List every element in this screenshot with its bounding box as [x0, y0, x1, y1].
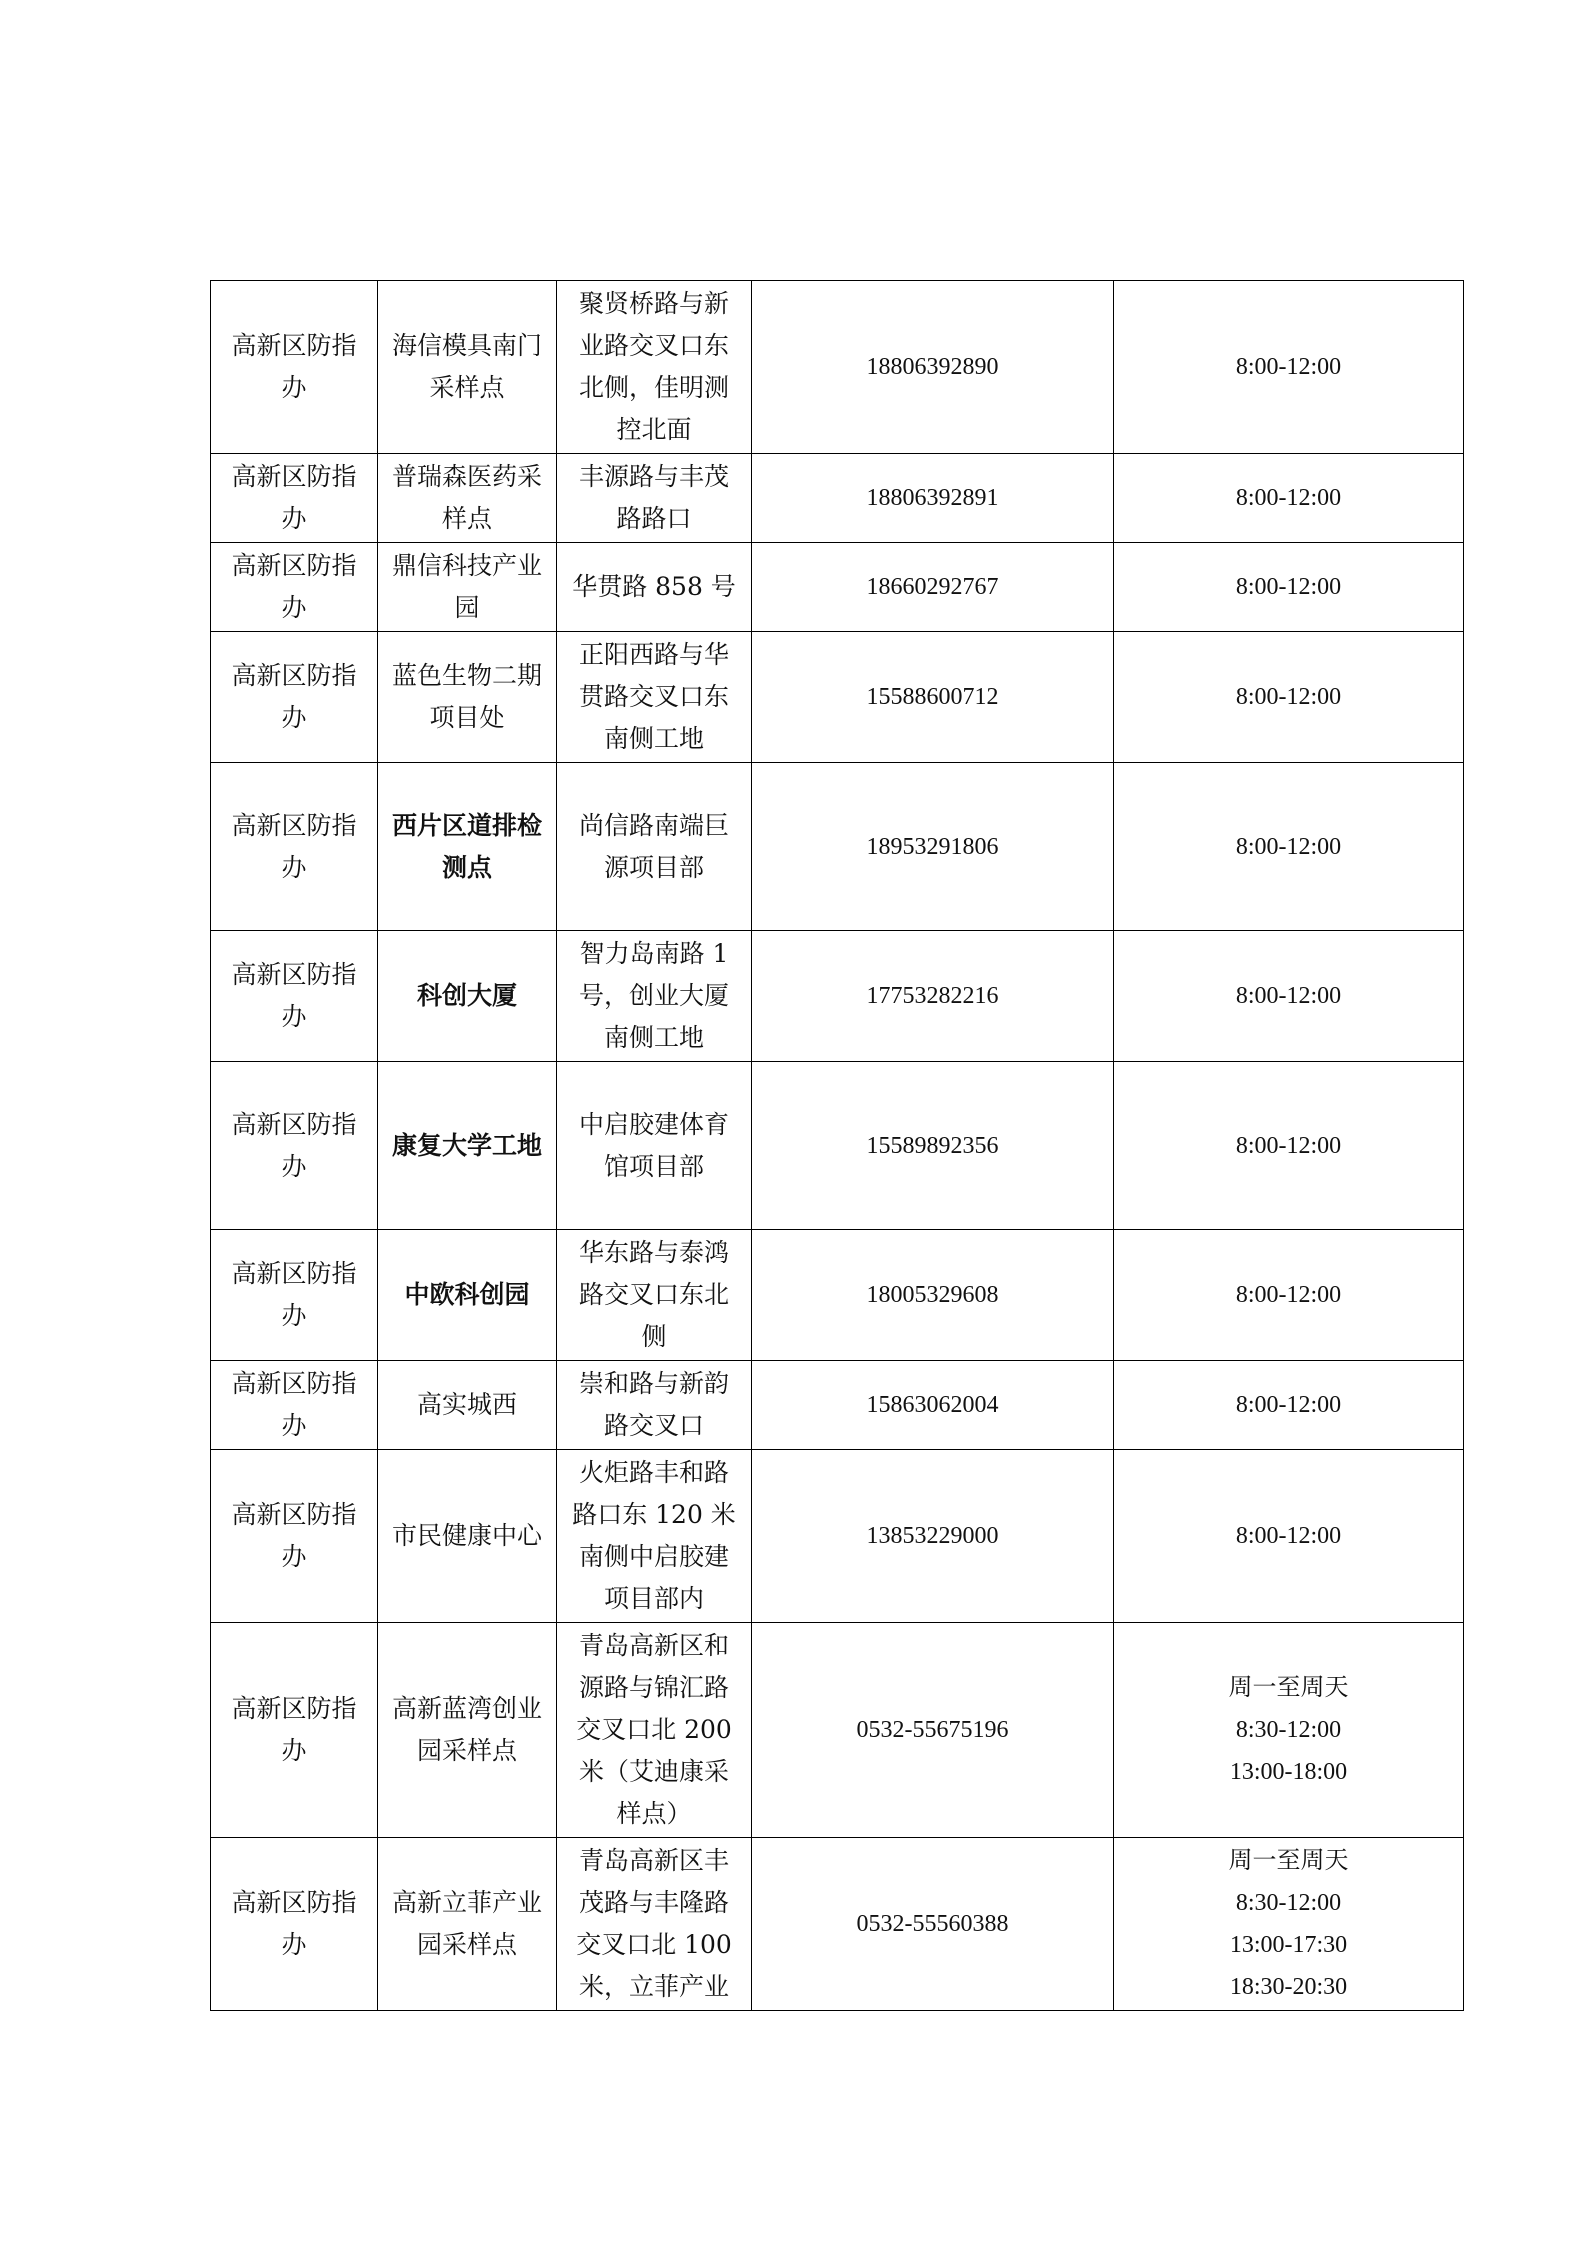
- office-cell: 高新区防指办: [211, 1361, 378, 1450]
- phone-cell: 0532-55675196: [752, 1623, 1114, 1838]
- hours-line: 13:00-17:30: [1229, 1932, 1348, 1958]
- table-row: [211, 543, 1464, 632]
- hours-line: 13:00-18:00: [1229, 1759, 1348, 1785]
- hours-cell: [1114, 763, 1464, 931]
- site-cell: 中欧科创园: [378, 1230, 557, 1361]
- table-row: [211, 1361, 1464, 1450]
- office-cell: 高新区防指办: [211, 931, 378, 1062]
- hours-line: 8:00-12:00: [1235, 485, 1342, 511]
- phone-cell: 18005329608: [752, 1230, 1114, 1361]
- hours-line: 18:30-20:30: [1229, 1974, 1348, 2000]
- office-cell: 高新区防指办: [211, 1623, 378, 1838]
- hours-cell: [1114, 1230, 1464, 1361]
- site-cell: 科创大厦: [378, 931, 557, 1062]
- table-row: [211, 931, 1464, 1062]
- hours-line: 8:00-12:00: [1235, 1132, 1342, 1159]
- address-cell: 尚信路南端巨源项目部: [557, 763, 752, 931]
- site-cell: 高新蓝湾创业园采样点: [378, 1623, 557, 1838]
- phone-cell: 18806392891: [752, 454, 1114, 543]
- table-row: [211, 1838, 1464, 2011]
- site-cell: 市民健康中心: [378, 1450, 557, 1623]
- table-row: [211, 454, 1464, 543]
- hours-cell: [1114, 1838, 1464, 2011]
- table-row: [211, 1450, 1464, 1623]
- table-row: [211, 1623, 1464, 1838]
- hours-line: 周一至周天: [1228, 1675, 1349, 1701]
- office-cell: 高新区防指办: [211, 543, 378, 632]
- table-row: [211, 1062, 1464, 1230]
- office-cell: 高新区防指办: [211, 632, 378, 763]
- phone-cell: 18660292767: [752, 543, 1114, 632]
- table-row: [211, 632, 1464, 763]
- table-row: [211, 763, 1464, 931]
- phone-cell: 13853229000: [752, 1450, 1114, 1623]
- phone-cell: 18953291806: [752, 763, 1114, 931]
- address-cell: 崇和路与新韵路交叉口: [557, 1361, 752, 1450]
- hours-cell: [1114, 281, 1464, 454]
- address-cell: 火炬路丰和路路口东 120 米南侧中启胶建项目部内: [557, 1450, 752, 1623]
- hours-line: 8:00-12:00: [1235, 354, 1342, 380]
- site-cell: 海信模具南门采样点: [378, 281, 557, 454]
- hours-cell: [1114, 1062, 1464, 1230]
- address-cell: 青岛高新区和源路与锦汇路交叉口北 200 米（艾迪康采样点）: [557, 1623, 752, 1838]
- phone-cell: 0532-55560388: [752, 1838, 1114, 2011]
- site-cell: 高新立菲产业园采样点: [378, 1838, 557, 2011]
- hours-line: 8:00-12:00: [1235, 1392, 1342, 1418]
- site-cell: 康复大学工地: [378, 1062, 557, 1230]
- phone-cell: 17753282216: [752, 931, 1114, 1062]
- hours-cell: [1114, 1361, 1464, 1450]
- hours-line: 周一至周天: [1228, 1848, 1349, 1874]
- hours-cell: [1114, 454, 1464, 543]
- hours-line: 8:00-12:00: [1235, 833, 1342, 860]
- address-cell: 华东路与泰鸿路交叉口东北侧: [557, 1230, 752, 1361]
- office-cell: 高新区防指办: [211, 1450, 378, 1623]
- phone-cell: 15588600712: [752, 632, 1114, 763]
- table-row: [211, 281, 1464, 454]
- office-cell: 高新区防指办: [211, 1838, 378, 2011]
- address-cell: 聚贤桥路与新业路交叉口东北侧，佳明测控北面: [557, 281, 752, 454]
- phone-cell: 18806392890: [752, 281, 1114, 454]
- hours-cell: [1114, 543, 1464, 632]
- address-cell: 正阳西路与华贯路交叉口东南侧工地: [557, 632, 752, 763]
- hours-line: 8:00-12:00: [1235, 1523, 1342, 1549]
- address-cell: 青岛高新区丰茂路与丰隆路交叉口北 100 米，立菲产业: [557, 1838, 752, 2011]
- hours-line: 8:00-12:00: [1235, 1282, 1342, 1308]
- hours-line: 8:00-12:00: [1235, 574, 1342, 600]
- hours-line: 8:00-12:00: [1235, 983, 1342, 1009]
- office-cell: 高新区防指办: [211, 1230, 378, 1361]
- sampling-sites-table: [210, 280, 1464, 2011]
- site-cell: 普瑞森医药采样点: [378, 454, 557, 543]
- office-cell: 高新区防指办: [211, 454, 378, 543]
- address-cell: 中启胶建体育馆项目部: [557, 1062, 752, 1230]
- site-cell: 高实城西: [378, 1361, 557, 1450]
- table-row: [211, 1230, 1464, 1361]
- address-cell: 智力岛南路 1 号，创业大厦南侧工地: [557, 931, 752, 1062]
- site-cell: 蓝色生物二期项目处: [378, 632, 557, 763]
- site-cell: 鼎信科技产业园: [378, 543, 557, 632]
- site-cell: 西片区道排检测点: [378, 763, 557, 931]
- address-cell: 丰源路与丰茂路路口: [557, 454, 752, 543]
- phone-cell: 15863062004: [752, 1361, 1114, 1450]
- office-cell: 高新区防指办: [211, 281, 378, 454]
- hours-line: 8:30-12:00: [1235, 1717, 1342, 1743]
- hours-cell: [1114, 1450, 1464, 1623]
- hours-line: 8:30-12:00: [1235, 1890, 1342, 1916]
- office-cell: 高新区防指办: [211, 1062, 378, 1230]
- hours-cell: [1114, 632, 1464, 763]
- phone-cell: 15589892356: [752, 1062, 1114, 1230]
- hours-line: 8:00-12:00: [1235, 684, 1342, 710]
- office-cell: 高新区防指办: [211, 763, 378, 931]
- address-cell: 华贯路 858 号: [557, 543, 752, 632]
- hours-cell: [1114, 931, 1464, 1062]
- hours-cell: [1114, 1623, 1464, 1838]
